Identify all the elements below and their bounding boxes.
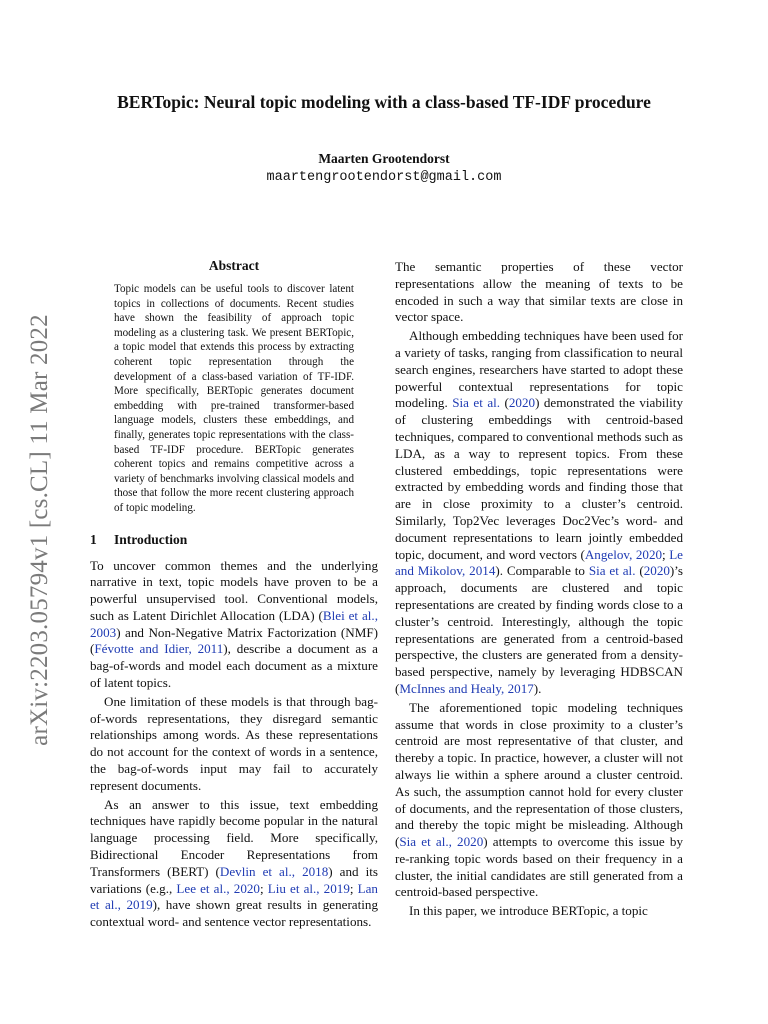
- abstract-heading: Abstract: [208, 258, 260, 273]
- section-title: Introduction: [114, 531, 188, 547]
- right-column: [395, 259, 683, 920]
- text-run: ;: [662, 546, 670, 562]
- citation-link[interactable]: Angelov, 2020: [584, 546, 663, 562]
- citation-link[interactable]: Lan et al., 2019: [90, 880, 378, 913]
- citation-link[interactable]: Sia et al.: [588, 563, 636, 579]
- intro-paragraph-2: One limitation of these models is that through bag-of-words representations, they disregard semantic relationships among words. As these representations do not account for the context of words in a sentence, the bag-of-words input may fail to accurately represent documents.: [90, 693, 378, 793]
- citation-link[interactable]: Lee et al., 2020: [176, 880, 260, 896]
- citation-link[interactable]: Le and Mikolov, 2014: [395, 546, 683, 579]
- body-paragraph-1: The semantic properties of these vector representations allow the meaning of texts to be encoded in such a way that similar texts are close in vector space.: [395, 259, 683, 325]
- body-paragraph-3: [395, 700, 683, 902]
- citation-link[interactable]: Liu et al., 2019: [267, 880, 350, 896]
- citation-link[interactable]: 2020: [643, 563, 670, 579]
- text-run: ), describe a document as a bag-of-words and model each document as a mixture of latent topics.: [90, 641, 378, 691]
- text-run: )’s approach, documents are clustered and topic representations are created by finding words close to a cluster’s centroid. Interestingly, although the topic representations are generated from a centroid-based perspective, the clusters are generated from a density-based perspective, namely by leveraging HDBSCAN (: [395, 563, 683, 696]
- body-paragraph-2: [395, 328, 683, 698]
- author-name: Maarten Grootendorst: [318, 151, 450, 166]
- section-heading-introduction: [90, 532, 378, 548]
- text-run: ) and its variations (e.g.,: [90, 863, 378, 896]
- author-email: maartengrootendorst@gmail.com: [266, 170, 502, 185]
- text-run: ), have shown great results in generating contextual word- and sentence vector representations.: [90, 897, 378, 930]
- citation-link[interactable]: 2020: [508, 395, 536, 411]
- citation-link[interactable]: Devlin et al., 2018: [219, 863, 329, 879]
- arxiv-identifier: [22, 312, 58, 748]
- left-column: [90, 258, 378, 931]
- text-run: As an answer to this issue, text embedding techniques have rapidly become popular in the natural language processing field. More specifically, Bidirectional Encoder Representations from Transformers (BERT) (: [90, 796, 378, 879]
- abstract-text: Topic models can be useful tools to discover latent topics in collections of documents. Recent studies have shown the feasibility of approach topic modeling as a clustering task. We present BERTopic, a topic model that extends this process by extracting coherent topic representation through the development of a class-based variation of TF-IDF. More specifically, BERTopic generates document embedding with pre-trained transformer-based language models, clusters these embeddings, and finally, generates topic representations with the class-based TF-IDF procedure. BERTopic generates coherent topics and remains competitive across a variety of benchmarks involving classical models and those that follow the more recent clustering approach of topic modeling.: [114, 283, 354, 514]
- text-run: ;: [259, 880, 268, 896]
- text-run: To uncover common themes and the underlying narrative in text, topic models have proven to be a powerful unsupervised tool. Conventional models, such as Latent Dirichlet Allocation (LDA) (: [90, 557, 378, 623]
- text-run: (: [635, 563, 644, 579]
- text-run: ). Comparable to: [495, 563, 589, 579]
- citation-link[interactable]: Sia et al., 2020: [399, 834, 484, 850]
- body-paragraph-4: In this paper, we introduce BERTopic, a topic: [409, 903, 648, 919]
- text-run: ) and Non-Negative Matrix Factorization (NMF) (: [90, 624, 378, 657]
- citation-link[interactable]: McInnes and Healy, 2017: [399, 680, 534, 696]
- citation-link[interactable]: Blei et al., 2003: [90, 607, 378, 640]
- text-run: The aforementioned topic modeling techniques assume that words in close proximity to a cluster’s centroid are most representative of that cluster, and thereby a topic. In practice, however, a cluster will not always lie within a sphere around a cluster centroid. As such, the assumption cannot hold for every cluster of documents, and the representation of those clusters, and thereby the topic might be misleading. Although (: [395, 699, 683, 850]
- paper-title: BERTopic: Neural topic modeling with a class-based TF-IDF procedure: [117, 92, 651, 112]
- text-run: (: [500, 395, 509, 411]
- text-run: ) attempts to overcome this issue by re-ranking topic words based on their frequency in a cluster, the initial candidates are still generated from a centroid-based perspective.: [395, 834, 683, 900]
- section-number: 1: [90, 531, 97, 547]
- intro-paragraph-1: [90, 558, 378, 692]
- citation-link[interactable]: Févotte and Idier, 2011: [94, 641, 224, 657]
- intro-paragraph-3: [90, 797, 378, 931]
- text-run: ).: [533, 680, 542, 696]
- arxiv-identifier-text: arXiv:2203.05794v1 [cs.CL] 11 Mar 2022: [26, 314, 53, 746]
- text-run: ) demonstrated the viability of clustering embeddings with centroid-based techniques, compared to conventional methods such as LDA, as a way to represent topics. From these clustered embeddings, topic representations were extracted by embedding words and finding those that are in close proximity to a cluster’s centroid. Similarly, Top2Vec leverages Doc2Vec’s word- and document representations to learn jointly embedded topic, document, and word vectors (: [395, 395, 683, 562]
- text-run: ;: [349, 880, 358, 896]
- text-run: Although embedding techniques have been used for a variety of tasks, ranging from classification to neural search engines, researchers have started to adopt these powerful contextual representations for topic modeling.: [395, 328, 683, 411]
- citation-link[interactable]: Sia et al.: [452, 395, 501, 411]
